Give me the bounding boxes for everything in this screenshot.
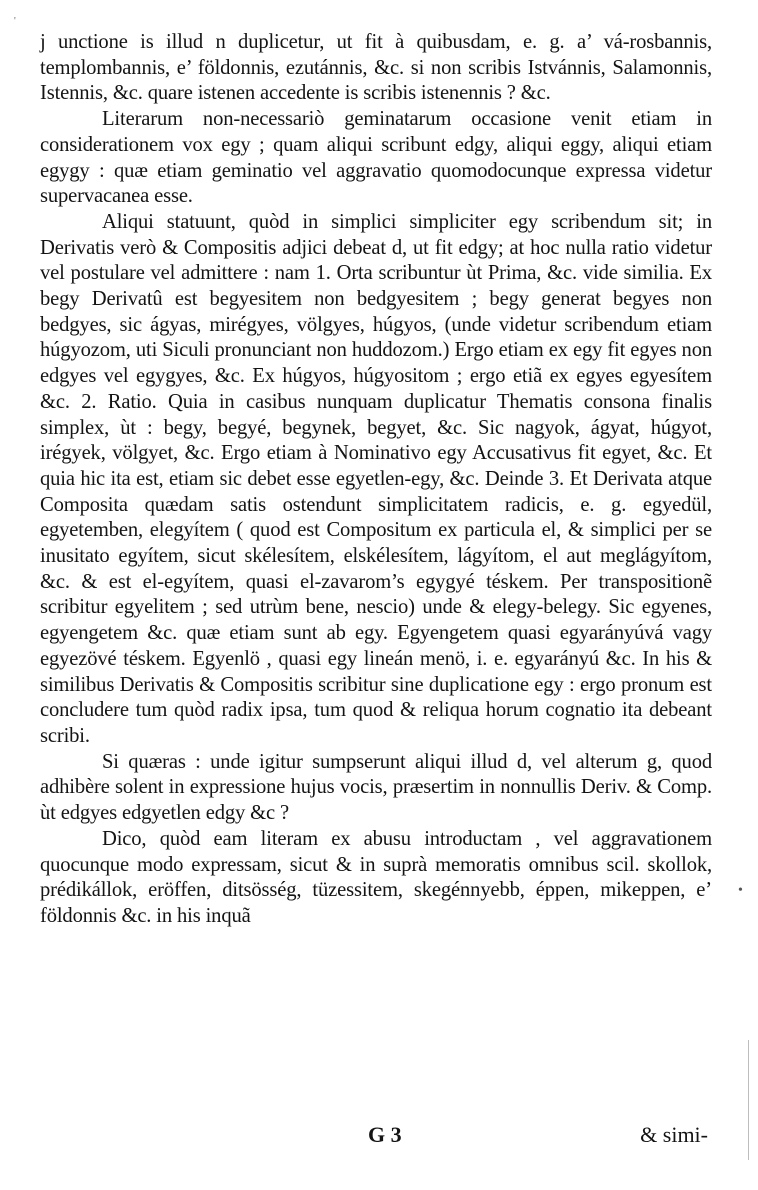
paragraph-si-quaeras: Si quæras : unde igitur sumpserunt aliqui illud d, vel alterum g, quod adhibère solent in expressione hujus vocis, præsertim in nonnullis Deriv. & Comp. ùt edgyes edgyetlen edgy &c ? — [40, 750, 712, 825]
signature-mark: G 3 — [368, 1122, 402, 1147]
paragraph-dico: Dico, quòd eam literam ex abusu introductam , vel aggravationem quocunque modo expressam, sicut & in suprà memoratis omnibus scil. skollok, prédikállok, eröffen, ditsösség, tüzessitem, skegénnyebb, éppen, mikeppen, e’ földonnis &c. in his inquã — [40, 827, 712, 927]
text-block — [40, 30, 712, 930]
margin-mark: • — [738, 883, 743, 898]
paragraph-aliqui-statuunt: Aliqui statuunt, quòd in simplici simpliciter egy scribendum sit; in Derivatis verò & Compositis adjici debeat d, ut fit edgy; at hoc nulla ratio videtur vel postulare vel admittere : nam 1. Orta scribuntur ùt Prima, &c. vide similia. Ex begy Derivatû est begyesitem non bedgyesitem ; begy generat begyes non bedgyes, sic ágyas, mirégyes, völgyes, húgyos, (unde videtur scribendum etiam húgyozom, uti Siculi pronunciant non huddozom.) Ergo etiam ex egy fit egyes non edgyes vel egygyes, &c. Ex húgyos, húgyositom ; ergo etiã ex egyes egyesítem &c. 2. Ratio. Quia in casibus nunquam duplicatur Thematis consona finalis simplex, ùt : begy, begyé, begynek, begyet, &c. Sic nagyok, ágyat, húgyot, irégyek, völgyet, &c. Ergo etiam à Nominativo egy Accusativus fit egyet, &c. Et quia hic ita est, etiam sic debet esse egyetlen-egy, &c. Deinde 3. Et Derivata atque Composita quædam satis ostendunt simplicitatem radicis, e. g. egyedül, egyetemben, elegyítem ( quod est Compositum ex particula el, & simplici per se inusitato egyítem, sicut skélesítem, elskélesítem, lágyítom, el aut meglágyítom, &c. & est el-egyítem, quasi el-zavarom’s egygyé téskem. Per transpositionẽ scribitur egyelitem ; sed utrùm bene, nescio) unde & elegy-belegy. Sic egyenes, egyengetem &c. quæ etiam sunt ab egy. Egyengetem quasi egyarányúvá vagy egyezövé téskem. Egyenlö , quasi egy lineán menö, i. e. egyarányú &c. In his & similibus Derivatis & Compositis scribitur sine duplicatione egy : ergo pronum est concludere tum quòd radix ipsa, tum quod & reliqua horum cognatio ita debeant scribi. — [40, 210, 712, 747]
paragraph-literarum: Literarum non-necessariò geminatarum occasione venit etiam in considerationem vox egy ; quam aliqui scribunt edgy, aliqui eggy, aliqui etiam egygy : quæ etiam geminatio vel aggravatio quomodocunque expressa videtur supervacanea esse. — [40, 108, 712, 208]
page-footer — [0, 1122, 758, 1154]
paragraph-continued: j unctione is illud n duplicetur, ut fit à quibusdam, e. g. a’ vá-rosbannis, templombannis, e’ földonnis, ezutánnis, &c. si non scribis Istvánnis, Salamonnis, Istennis, &c. quare istenen accedente is scribis istenennis ? &c. — [40, 31, 712, 105]
catchword: & simi- — [640, 1122, 708, 1147]
ink-speck: ' — [14, 16, 16, 27]
